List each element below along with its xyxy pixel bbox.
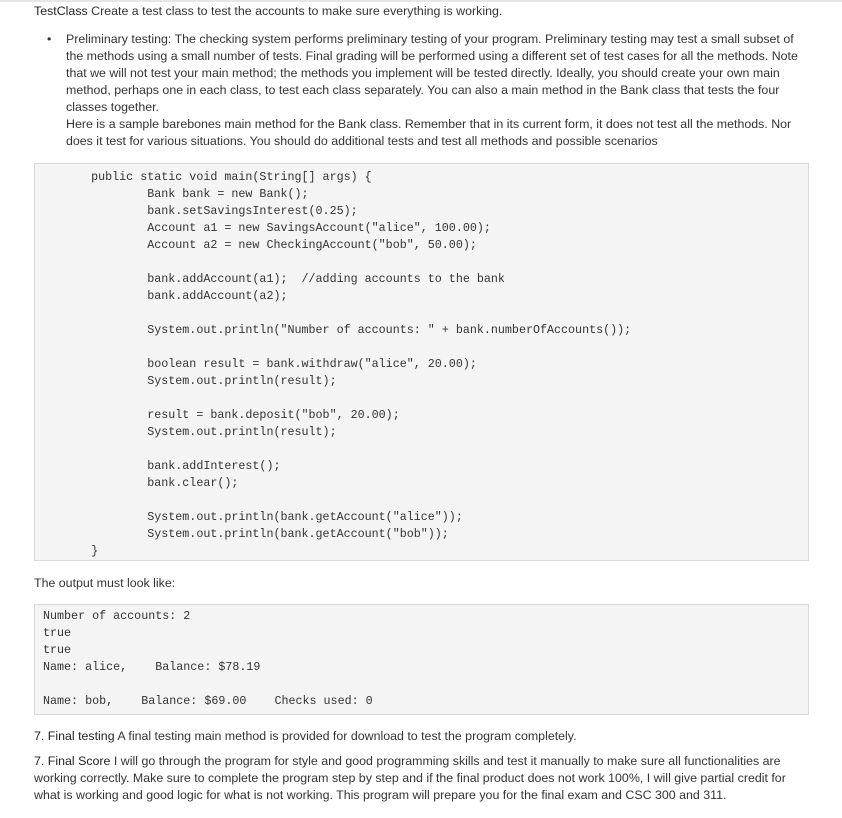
code-line: System.out.println(bank.getAccount("alice")); [35, 510, 463, 524]
output-block [34, 604, 809, 715]
code-line: Account a2 = new CheckingAccount("bob", 50.00); [35, 238, 477, 252]
testclass-heading [34, 3, 824, 20]
final-testing-text: A final testing main method is provided for download to test the program completely. [117, 729, 577, 743]
code-line: System.out.println(bank.getAccount("bob")); [35, 527, 449, 541]
code-line: bank.addAccount(a2); [35, 289, 288, 303]
code-line: Account a1 = new SavingsAccount("alice", 100.00); [35, 221, 491, 235]
code-listing [35, 169, 631, 560]
testclass-title: TestClass [34, 4, 88, 18]
code-line: bank.setSavingsInterest(0.25); [35, 204, 358, 218]
code-line: Bank bank = new Bank(); [35, 187, 309, 201]
final-testing-section [34, 728, 809, 745]
code-line: bank.clear(); [35, 476, 239, 490]
final-score-text: I will go through the program for style and good programming skills and test it manually to make sure all functionalities are working correctly. Make sure to complete the program step by step and if the final product does not work 100%, I will give partial credit for what is working and good logic for what is not working. This program will prepare you for the final exam and CSC 300 and 311. [34, 754, 786, 802]
output-listing [43, 608, 373, 710]
bullet-icon: • [47, 32, 52, 46]
sample-main-paragraph: Here is a sample barebones main method for the Bank class. Remember that in its current form, it does not test all the methods. Nor does it test for various situations. You should do additional tests and test all methods and possible scenarios [66, 117, 792, 148]
code-line: System.out.println(result); [35, 425, 337, 439]
code-line: } [35, 544, 99, 558]
output-line: true [43, 643, 72, 657]
preliminary-testing-item [66, 31, 811, 150]
code-line: boolean result = bank.withdraw("alice", 20.00); [35, 357, 477, 371]
preliminary-paragraph: Preliminary testing: The checking system performs preliminary testing of your program. Preliminary testing may test a small subset of the methods using a small number of tests. Final grading will be performed using a different set of test cases for all the methods. Note that we will not test your main method; the methods you implement will be tested directly. Ideally, you should create your own main method, perhaps one in each class, to test each class separately. You can also a main method in the Bank class that tests the four classes together. [66, 32, 798, 114]
code-line: result = bank.deposit("bob", 20.00); [35, 408, 400, 422]
output-line: Name: bob, Balance: $69.00 Checks used: 0 [43, 694, 373, 708]
output-line: true [43, 626, 72, 640]
testclass-text: Create a test class to test the accounts to make sure everything is working. [91, 4, 503, 18]
code-line: bank.addInterest(); [35, 459, 281, 473]
output-line: Number of accounts: 2 [43, 609, 191, 623]
final-score-title: 7. Final Score [34, 754, 111, 768]
code-line: public static void main(String[] args) { [35, 170, 372, 184]
code-line: System.out.println("Number of accounts: " + bank.numberOfAccounts()); [35, 323, 632, 337]
code-line: System.out.println(result); [35, 374, 337, 388]
output-label: The output must look like: [34, 576, 176, 590]
code-line: bank.addAccount(a1); //adding accounts to the bank [35, 272, 505, 286]
final-testing-title: 7. Final testing [34, 729, 115, 743]
final-score-section [34, 753, 809, 804]
code-block [34, 163, 809, 561]
output-line: Name: alice, Balance: $78.19 [43, 660, 261, 674]
top-divider [0, 0, 842, 2]
